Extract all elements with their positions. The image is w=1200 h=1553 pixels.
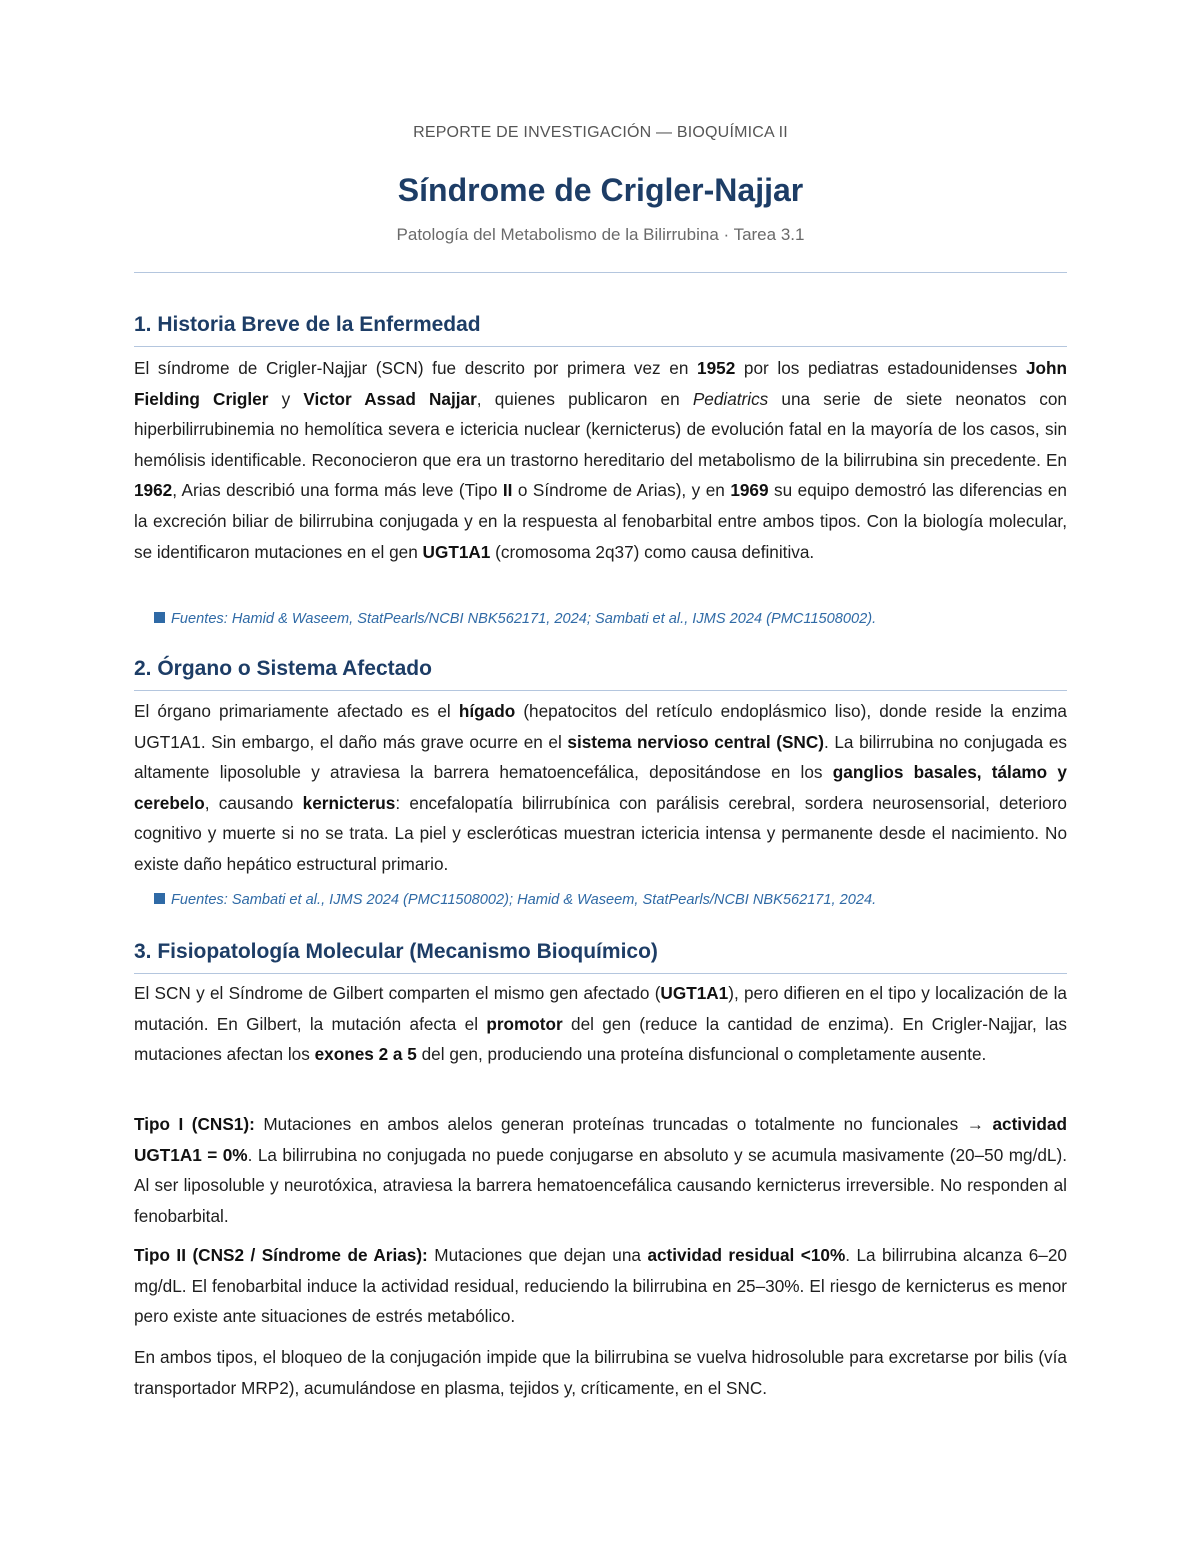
report-kicker: REPORTE DE INVESTIGACIÓN — BIOQUÍMICA II xyxy=(413,124,788,141)
section-heading-fisiopatologia: 3. Fisiopatología Molecular (Mecanismo Bioquímico) xyxy=(134,937,1067,974)
section-paragraph-conclusion: En ambos tipos, el bloqueo de la conjugación impide que la bilirrubina se vuelva hidrosoluble para excretarse por bilis (vía transportador MRP2), acumulándose en plasma, tejidos y, críticamente, en el SNC. xyxy=(134,1347,1067,1398)
section-paragraph-intro: El SCN y el Síndrome de Gilbert comparten el mismo gen afectado (UGT1A1), pero difieren en el tipo y localización de la mutación. En Gilbert, la mutación afecta el promotor del gen (reduce la cantidad de enzima). En Crigler-Najjar, las mutaciones afectan los exones 2 a 5 del gen, produciendo una proteína disfuncional o completamente ausente. xyxy=(134,983,1067,1065)
section-paragraph-historia: El síndrome de Crigler-Najjar (SCN) fue descrito por primera vez en 1952 por los pediatras estadounidenses John Fielding Crigler y Victor Assad Najjar, quienes publicaron en Pediatrics una serie de siete neonatos con hiperbilirrubinemia no hemolítica severa e ictericia nuclear (kernicterus) de evolución fatal en la mayoría de los casos, sin hemólisis identificable. Reconocieron que era un trastorno hereditario del metabolismo de la bilirrubina sin precedente. En 1962, Arias describió una forma más leve (Tipo II o Síndrome de Arias), y en 1969 su equipo demostró las diferencias en la excreción biliar de bilirrubina conjugada y en la respuesta al fenobarbital entre ambos tipos. Con la biología molecular, se identificaron mutaciones en el gen UGT1A1 (cromosoma 2q37) como causa definitiva. xyxy=(134,358,1067,562)
page-subtitle: Patología del Metabolismo de la Bilirrubina · Tarea 3.1 xyxy=(396,225,805,244)
section-paragraph-tipo-i: Tipo I (CNS1): Mutaciones en ambos alelos generan proteínas truncadas o totalmente no funcionales → actividad UGT1A1 = 0%. La bilirrubina no conjugada no puede conjugarse en absoluto y se acumula masivamente (20–50 mg/dL). Al ser liposoluble y neurotóxica, atraviesa la barrera hematoencefálica causando kernicterus irreversible. No responden al fenobarbital. xyxy=(134,1114,1067,1226)
section-source-historia: Fuentes: Hamid & Waseem, StatPearls/NCBI NBK562171, 2024; Sambati et al., IJMS 2024 (PMC11508002). xyxy=(154,609,1067,629)
section-paragraph-organo: El órgano primariamente afectado es el hígado (hepatocitos del retículo endoplásmico liso), donde reside la enzima UGT1A1. Sin embargo, el daño más grave ocurre en el sistema nervioso central (SNC). La bilirrubina no conjugada es altamente liposoluble y atraviesa la barrera hematoencefálica, depositándose en los ganglios basales, tálamo y cerebelo, causando kernicterus: encefalopatía bilirrubínica con parálisis cerebral, sordera neurosensorial, deterioro cognitivo y muerte si no se trata. La piel y escleróticas muestran ictericia intensa y permanente desde el nacimiento. No existe daño hepático estructural primario. xyxy=(134,701,1067,874)
section-heading-organo: 2. Órgano o Sistema Afectado xyxy=(134,654,1067,691)
section-source-organo: Fuentes: Sambati et al., IJMS 2024 (PMC11508002); Hamid & Waseem, StatPearls/NCBI NBK562171, 2024. xyxy=(154,890,1067,910)
section-paragraph-tipo-ii: Tipo II (CNS2 / Síndrome de Arias): Mutaciones que dejan una actividad residual <10%. La bilirrubina alcanza 6–20 mg/dL. El fenobarbital induce la actividad residual, reduciendo la bilirrubina en 25–30%. El riesgo de kernicterus es menor pero existe ante situaciones de estrés metabólico. xyxy=(134,1245,1067,1327)
source-square-icon xyxy=(154,893,165,904)
source-square-icon xyxy=(154,612,165,623)
page-title: Síndrome de Crigler-Najjar xyxy=(397,172,804,208)
section-heading-historia: 1. Historia Breve de la Enfermedad xyxy=(134,310,1067,347)
title-divider xyxy=(134,272,1067,273)
